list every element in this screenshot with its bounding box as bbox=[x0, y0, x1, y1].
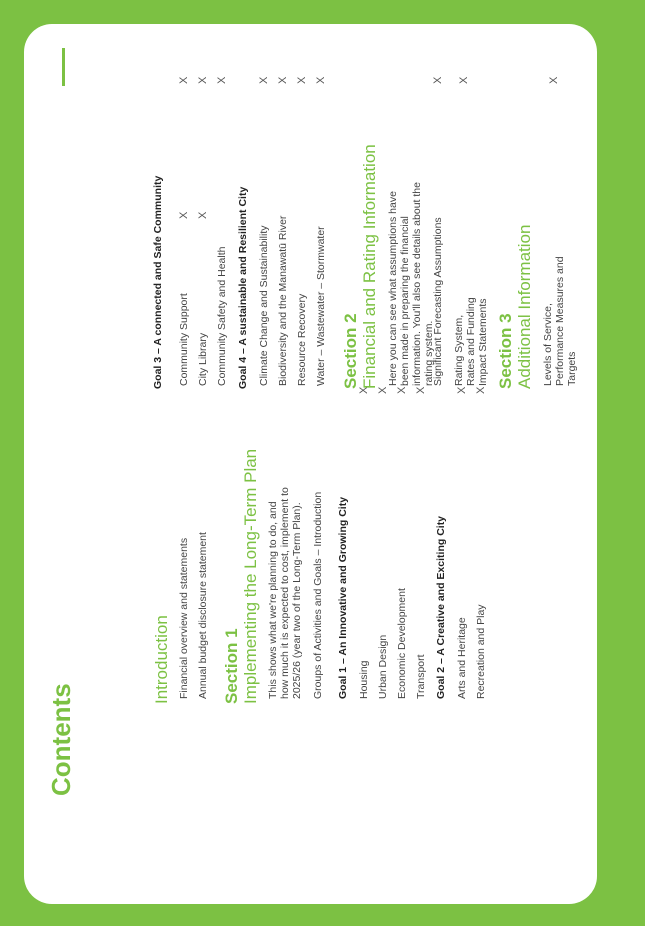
goal2-item-1[interactable]: Arts and Heritage bbox=[456, 617, 468, 699]
page-mark: X bbox=[216, 76, 228, 84]
page-mark: X bbox=[258, 76, 270, 84]
goal4-item-2[interactable]: Biodiversity and the Manawatū River bbox=[277, 215, 289, 386]
section3-item-1[interactable]: Levels of Service, Performance Measures and Targets bbox=[542, 256, 578, 386]
goal3-item-3[interactable]: Community Safety and Health bbox=[216, 246, 228, 386]
page-title: Contents bbox=[46, 683, 76, 796]
goal1-item-4[interactable]: Transport bbox=[415, 654, 427, 699]
introduction-heading: Introduction bbox=[152, 615, 171, 704]
goal4-item-1[interactable]: Climate Change and Sustainability bbox=[258, 225, 270, 386]
goal2-item-2[interactable]: Recreation and Play bbox=[475, 604, 487, 699]
goal1-heading: Goal 1 – An Innovative and Growing City bbox=[337, 496, 349, 699]
intro-item-2[interactable]: Annual budget disclosure statement bbox=[197, 532, 209, 699]
page-mark: X bbox=[197, 211, 209, 219]
section3-label: Section 3 bbox=[496, 313, 515, 389]
section1-title: Implementing the Long-Term Plan bbox=[241, 448, 260, 704]
goal3-heading: Goal 3 – A connected and Safe Community bbox=[152, 175, 164, 389]
section2-title: Financial and Rating Information bbox=[360, 144, 379, 389]
goal1-item-3[interactable]: Economic Development bbox=[396, 588, 408, 699]
goal4-heading: Goal 4 – A sustainable and Resilient City bbox=[237, 186, 249, 389]
goal3-item-1[interactable]: Community Support bbox=[178, 293, 190, 386]
page-mark: X bbox=[432, 76, 444, 84]
goal3-item-2[interactable]: City Library bbox=[197, 332, 209, 386]
page-mark: X bbox=[456, 386, 468, 394]
section2-item-2[interactable]: Rating System, Rates and Funding Impact Statements bbox=[453, 297, 489, 386]
page-mark: X bbox=[197, 76, 209, 84]
section2-label: Section 2 bbox=[341, 313, 360, 389]
goal2-heading: Goal 2 – A Creative and Exciting City bbox=[435, 515, 447, 699]
page-mark: X bbox=[358, 386, 370, 394]
page-mark: X bbox=[475, 386, 487, 394]
page-mark: X bbox=[178, 76, 190, 84]
section1-description: This shows what we're planning to do, and how much it is expected to cost, implement to 2025/26 (year two of the Long-Term Plan). bbox=[267, 487, 303, 699]
section3-title: Additional Information bbox=[515, 224, 534, 389]
page-mark: X bbox=[377, 386, 389, 394]
page-mark: X bbox=[548, 76, 560, 84]
contents-page bbox=[24, 24, 597, 904]
section2-description: Here you can see what assumptions have been made in preparing the financial information. You'll also see details about the rating system. bbox=[387, 182, 435, 386]
section1-item-1[interactable]: Groups of Activities and Goals – Introduction bbox=[312, 491, 324, 699]
intro-item-1[interactable]: Financial overview and statements bbox=[178, 537, 190, 699]
page-mark: X bbox=[296, 76, 308, 84]
page-mark: X bbox=[415, 386, 427, 394]
goal4-item-3[interactable]: Resource Recovery bbox=[296, 293, 308, 386]
goal1-item-1[interactable]: Housing bbox=[358, 660, 370, 699]
page-mark: X bbox=[277, 76, 289, 84]
contents-plane bbox=[24, 24, 597, 904]
page-mark: X bbox=[315, 76, 327, 84]
page-mark: X bbox=[396, 386, 408, 394]
page-mark: X bbox=[458, 76, 470, 84]
goal4-item-4[interactable]: Water – Wastewater – Stormwater bbox=[315, 226, 327, 386]
section1-label: Section 1 bbox=[222, 628, 241, 704]
goal1-item-2[interactable]: Urban Design bbox=[377, 634, 389, 699]
section2-item-1[interactable]: Significant Forecasting Assumptions bbox=[432, 217, 444, 386]
page-mark: X bbox=[178, 211, 190, 219]
